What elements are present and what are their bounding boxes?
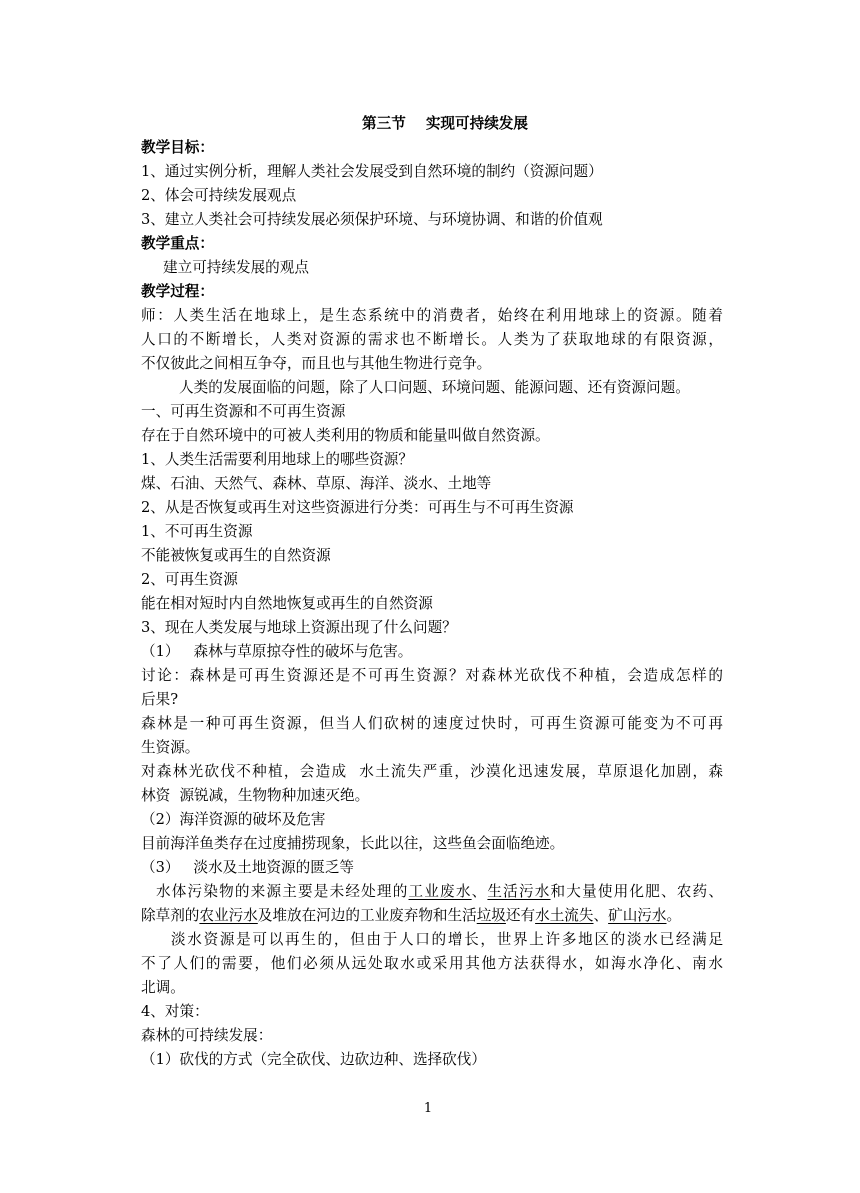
definition-line: 不能被恢复或再生的自然资源 [141,547,331,564]
subheading: 森林的可持续发展： [141,1027,273,1044]
text-run: 水体污染物的来源主要是未经处理的 [156,883,409,900]
pollution-line [141,904,723,928]
question-line: 3、现在人类发展与地球上资源出现了什么问题？ [141,619,457,636]
title-text: 实现可持续发展 [425,115,528,132]
text-run: 除草剂的 [141,907,200,924]
subheading: 1、不可再生资源 [141,523,253,540]
section-heading: 一、可再生资源和不可再生资源 [141,403,346,420]
definition-line: 能在相对短时内自然地恢复或再生的自然资源 [141,595,433,612]
underlined-term: 矿山污水 [608,907,667,924]
problem-number: （3） [141,859,180,876]
underlined-term: 生活污水 [487,883,551,900]
subheading: 2、可再生资源 [141,571,238,588]
objective-item: 2、体会可持续发展观点 [141,187,297,204]
key-points-heading: 教学重点： [141,235,214,252]
objective-item: 1、通过实例分析，理解人类社会发展受到自然环境的制约（资源问题） [141,163,603,180]
problem-item: （2）海洋资源的破坏及危害 [141,811,326,828]
problem-number: （1） [141,643,180,660]
measures-heading: 4、对策： [141,1003,209,1020]
paragraph-line: 对森林光砍伐不种植，会造成 水土流失严重，沙漠化迅速发展，草原退化加剧，森 [141,763,723,780]
paragraph-line: 淡水资源是可以再生的，但由于人口的增长，世界上许多地区的淡水已经满足 [171,931,723,948]
paragraph-line: 北调。 [141,979,185,996]
paragraph-line: 森林是一种可再生资源，但当人们砍树的速度过快时，可再生资源可能变为不可再 [141,715,723,732]
title-section-number: 第三节 [362,115,406,132]
text-run: 、 [593,907,609,924]
answer-line: 煤、石油、天然气、森林、草原、海洋、淡水、土地等 [141,475,492,492]
underlined-term: 水土流失 [535,907,594,924]
problems-line: 人类的发展面临的问题，除了人口问题、环境问题、能源问题、还有资源问题。 [179,379,690,396]
problem-text: 淡水及土地资源的匮乏等 [193,859,355,876]
page-number: 1 [423,1101,433,1116]
pollution-line [141,880,723,904]
text-run: 及堆放在河边的工业废弃物和生活 [257,907,477,924]
underlined-term: 工业废水 [408,883,472,900]
definition-line: 存在于自然环境中的可被人类利用的物质和能量叫做自然资源。 [141,427,550,444]
discussion-line: 后果? [141,691,179,708]
paragraph-line: 不了人们的需要，他们必须从远处取水或采用其他方法获得水，如海水净化、南水 [141,955,723,972]
paragraph-line: 目前海洋鱼类存在过度捕捞现象，长此以往，这些鱼会面临绝迹。 [141,835,565,852]
page-title [167,112,723,136]
paragraph-line: 不仅彼此之间相互争夺，而且也与其他生物进行竞争。 [141,355,492,372]
text-run: 还有 [505,907,536,924]
problem-text: 森林与草原掠夺性的破坏与危害。 [193,643,413,660]
question-line: 1、人类生活需要利用地球上的哪些资源？ [141,451,413,468]
problem-item [141,640,723,664]
objectives-heading: 教学目标： [141,139,214,156]
question-line: 2、从是否恢复或再生对这些资源进行分类：可再生与不可再生资源 [141,499,574,516]
underlined-term: 垃圾 [476,907,506,924]
paragraph-line: 师：人类生活在地球上，是生态系统中的消费者，始终在利用地球上的资源。随着 [141,307,723,324]
paragraph-line: 林资 源锐减，生物物种加速灭绝。 [141,787,370,804]
discussion-line: 讨论：森林是可再生资源还是不可再生资源？对森林光砍伐不种植，会造成怎样的 [141,667,723,684]
paragraph-line: 人口的不断增长，人类对资源的需求也不断增长。人类为了获取地球的有限资源， [141,331,723,348]
underlined-term: 农业污水 [199,907,258,924]
paragraph-line: 生资源。 [141,739,200,756]
list-item: （1）砍伐的方式（完全砍伐、边砍边种、选择砍伐） [141,1051,486,1068]
problem-item [141,856,723,880]
process-heading: 教学过程： [141,283,214,300]
text-run: 。 [666,907,682,924]
text-run: 、 [471,883,488,900]
objective-item: 3、建立人类社会可持续发展必须保护环境、与环境协调、和谐的价值观 [141,211,603,228]
text-run: 和大量使用化肥、农药、 [550,883,723,900]
key-points-text: 建立可持续发展的观点 [163,259,309,276]
document-body [141,112,723,1072]
